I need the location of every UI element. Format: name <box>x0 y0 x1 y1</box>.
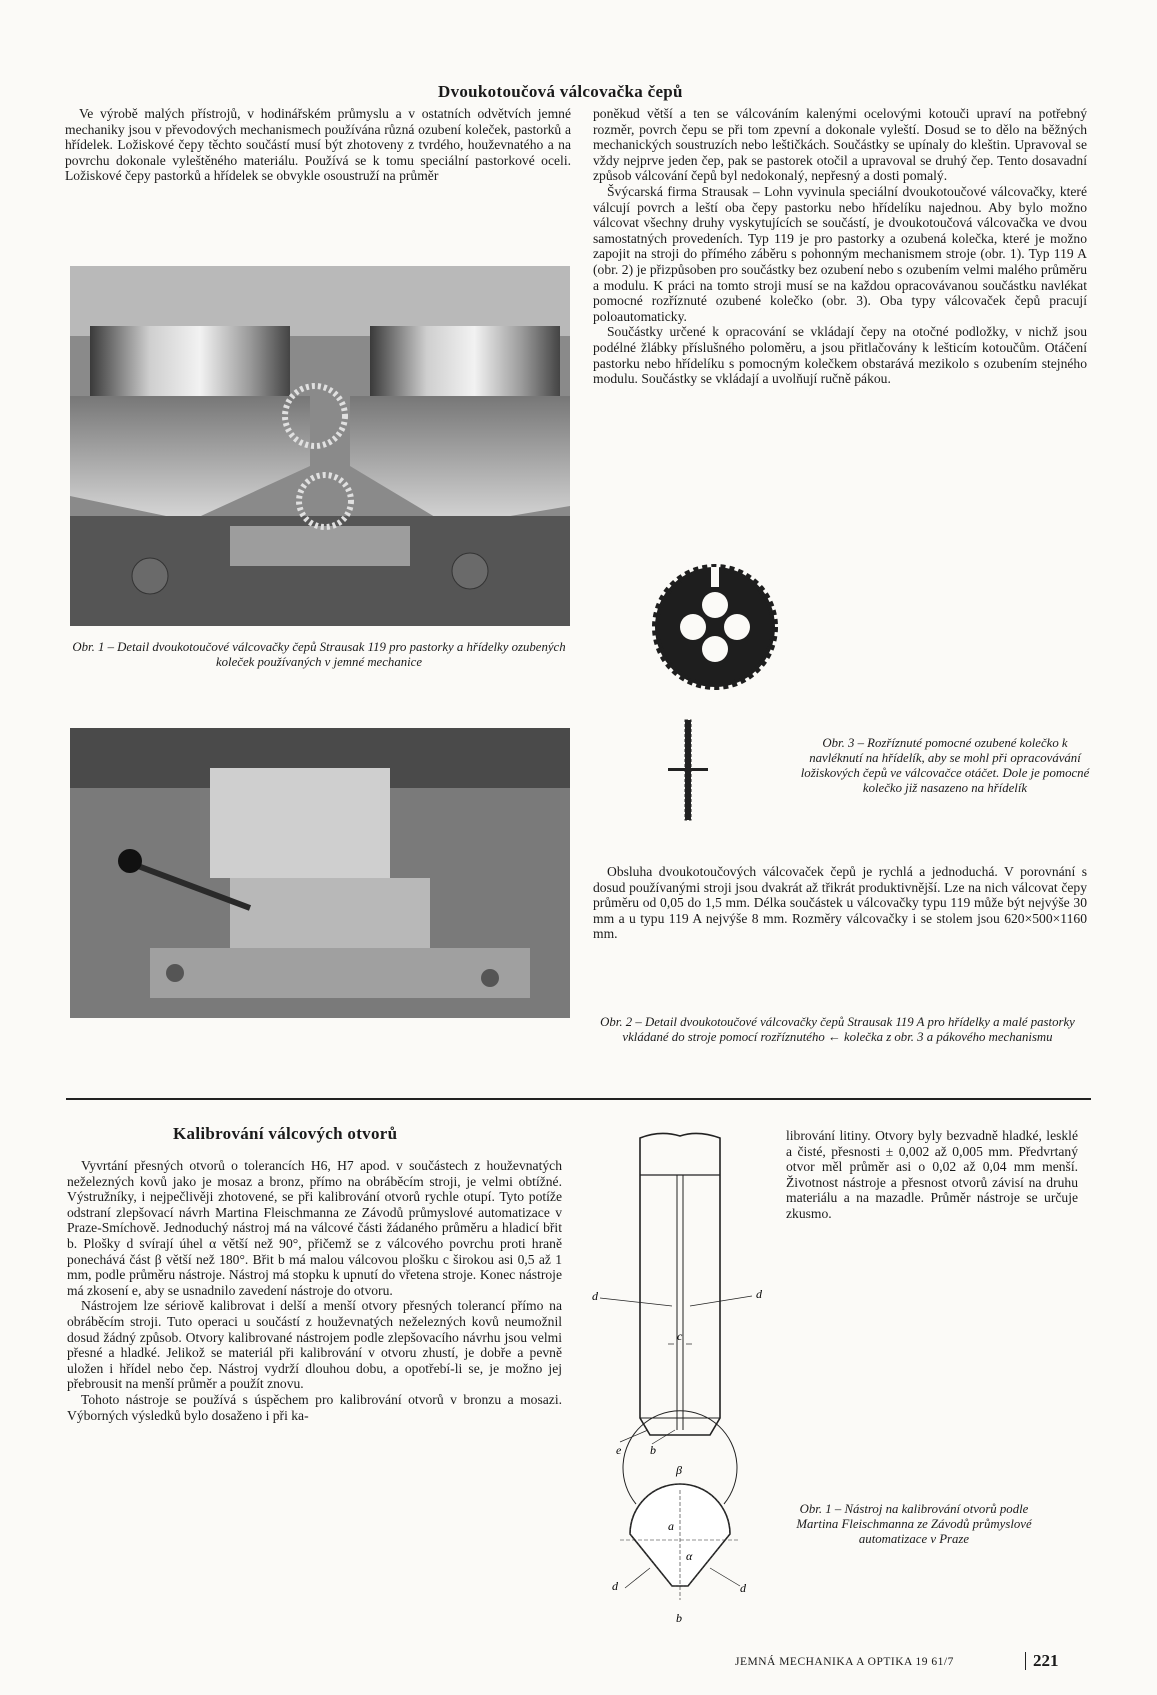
paragraph: Součástky určené k opracování se vkládají čepy na otočné podložky, v nichž jsou podélné žlábky příslušného poloměru, a jsou přitlačovány k lešticím kotoučům. Otáčení pastorku nebo hřídelíku s pomocným kolečkem obstarává mezikolo s ozubením stejného modulu. Součástky se vkládají a uvolňují ručně pákou. <box>593 324 1087 387</box>
tool-drawing <box>580 1130 780 1625</box>
paragraph: Obsluha dvoukotoučových válcovaček čepů je rychlá a jednoduchá. V porovnání s dosud používanými stroji jsou dvakrát až třikrát produktivnější. Lze na nich válcovat čepy průměru od 0,05 do 1,5 mm. Délka součástek u válcovačky typu 119 může být nejvýše 30 mm a u typu 119 A nejvýše 8 mm. Rozměry válcovačky i se stolem jsou 620×500×1160 mm. <box>593 864 1087 942</box>
article-column-2-continued <box>593 864 1087 942</box>
figure-3-gear <box>650 562 780 692</box>
figure-2-photo <box>70 728 570 1018</box>
label-alpha: α <box>686 1549 693 1563</box>
article-2-column-2 <box>786 1128 1078 1222</box>
figure-2-caption: Obr. 2 – Detail dvoukotoučové válcovačky čepů Strausak 119 A pro hřídelky a malé pastorky vkládané do stroje pomocí rozříznutého ← kolečka z obr. 3 a pákového mechanismu <box>600 1015 1075 1044</box>
label-a: a <box>668 1519 674 1533</box>
paragraph: Ve výrobě malých přístrojů, v hodinářském průmyslu a v ostatních odvětvích jemné mechaniky jsou v převodových mechanismech používána různá ozubení koleček, pastorků a hřídelek. Ložiskové čepy těchto součástí musí být zhotoveny z tvrdého, houževnatého a na povrchu dokonale vyleštěného materiálu. Používá se k tomu speciální pastorkové oceli. Ložiskové čepy pastorků a hřídelek se obvykle osoustruží na průměr <box>65 106 571 184</box>
figure-3-gear-on-shaft <box>668 720 708 820</box>
split-gear-icon <box>650 562 780 692</box>
label-b-top: b <box>650 1443 656 1457</box>
footer-separator <box>1025 1652 1026 1670</box>
paragraph: poněkud větší a ten se válcováním kalenými ocelovými kotouči upraví na potřebný rozměr, povrch čepu se při tom zpevní a dokonale vyleští. Dosud se to dělo na běžných mechanických soustruzích nebo leštičkách. Součástky se upínaly do kleštin. Upravoval se vždy nejprve jeden čep, pak se pastorek otočil a upravoval se druhý čep. Tento dosavadní způsob válcování čepů byl nedokonalý, nepřesný a dosti pomalý. <box>593 106 1087 184</box>
paragraph: Švýcarská firma Strausak – Lohn vyvinula speciální dvoukotoučové válcovačky, které válcují povrch a leští oba čepy pastorku nebo hřídelíku najednou. Aby bylo možno válcovat všechny druhy vyskytujících se součástí, je dvoukotoučová válcovačka ve dvou samostatných provedeních. Typ 119 je pro pastorky a ozubená kolečka, které je možno zapojit na stroji do přímého záběru s pohonným mechanismem stroje (obr. 1). Typ 119 A (obr. 2) je přizpůsoben pro součástky bez ozubení nebo s ozubením velmi malého průměru a modulu. K práci na tomto stroji musí se na každou opracovávanou součástku navlékat pomocné rozříznuté ozubené kolečko (obr. 3). Oba typy válcovaček čepů pracují poloautomaticky. <box>593 183 1087 324</box>
roller-machine-photo <box>70 266 570 626</box>
label-d-bottom-right: d <box>740 1581 746 1595</box>
paragraph: Nástrojem lze sériově kalibrovat i delší a menší otvory přesných tolerancí přímo na obráběcím stroji. Tuto operaci u součástí z houževnatých neželezných kovů neumožnil dosud žádný způsob. Otvory kalibrované nástrojem podle zlepšovacího návrhu jsou velmi přesné a hladké. Jelikož se materiál při kalibrování v otvoru zhustí, je dobře a pevně uložen i hřídel nebo čep. Nástroj vydrží dlouhou dobu, a opotřebí-li se, je možno jej přebrousit na menší průměr a použít znovu. <box>67 1298 562 1392</box>
figure-1-photo <box>70 266 570 626</box>
label-d-bottom-left: d <box>612 1579 618 1593</box>
gear-on-shaft-icon <box>668 720 708 820</box>
article-2-title: Kalibrování válcových otvorů <box>173 1124 398 1143</box>
machine-119a-photo <box>70 728 570 1018</box>
article-2-column-1 <box>67 1158 562 1423</box>
article-title: Dvoukotoučová válcovačka čepů <box>438 82 683 101</box>
label-b-bottom: b <box>676 1611 682 1625</box>
article-column-2 <box>593 106 1087 387</box>
label-d-left: d <box>592 1289 598 1303</box>
label-d-right: d <box>756 1287 762 1301</box>
article-column-1 <box>65 106 571 184</box>
label-beta: β <box>676 1463 682 1477</box>
calibration-tool-diagram <box>580 1130 780 1625</box>
label-c: c <box>677 1329 683 1343</box>
label-e: e <box>616 1443 622 1457</box>
page-number: 221 <box>1033 1651 1059 1670</box>
tool-figure-caption: Obr. 1 – Nástroj na kalibrování otvorů podle Martina Fleischmanna ze Závodů průmyslové automatizace v Praze <box>796 1502 1032 1546</box>
paragraph: Tohoto nástroje se používá s úspěchem pro kalibrování otvorů v bronzu a mosazi. Výborných výsledků bylo dosaženo i při ka- <box>67 1391 562 1423</box>
paragraph: Vyvrtání přesných otvorů o tolerancích H6, H7 apod. v součástech z houževnatých neželezných kovů jako je mosaz a bronz, přímo na obráběcím stroji, je velmi obtížné. Výstružníky, i nejpečlivěji zhotovené, se při kalibrování otvorů rychle otupí. Tyto potíže odstraní zlepšovací návrh Martina Fleischmanna ze Závodů průmyslové automatizace v Praze-Smíchově. Jednoduchý nástroj má na válcové části žádaného průměru a hladicí břit b. Plošky d svírají úhel α větší než 90°, přičemž se z válcového povrchu proti hraně ponechává část β větší než 180°. Břit b má malou válcovou plošku c širokou asi 0,5 až 1 mm, podle průměru nástroje. Nástroj má stopku k upnutí do vřetena stroje. Konec nástroje má zkosení e, aby se usnadnilo zavedení nástroje do otvoru. <box>67 1158 562 1298</box>
paragraph: librování litiny. Otvory byly bezvadně hladké, lesklé a čisté, přesnosti ± 0,002 až 0,005 mm. Předvrtaný otvor měl průměr asi o 0,02 až 0,04 mm menší. Životnost nástroje a přesnost otvorů závisí na druhu materiálu a na mazadle. Průměr nástroje se určuje zkusmo. <box>786 1128 1078 1221</box>
figure-3-caption: Obr. 3 – Rozříznuté pomocné ozubené kolečko k navléknutí na hřídelík, aby se mohl při opracovávání ložiskových čepů ve válcovačce otáčet. Dole je pomocné kolečko již nasazeno na hřídelík <box>800 736 1090 795</box>
section-divider <box>66 1098 1091 1100</box>
journal-footer: JEMNÁ MECHANIKA A OPTIKA 19 61/7 <box>735 1656 954 1668</box>
figure-1-caption: Obr. 1 – Detail dvoukotoučové válcovačky čepů Strausak 119 pro pastorky a hřídelky ozubených koleček používaných v jemné mechanice <box>72 640 566 669</box>
